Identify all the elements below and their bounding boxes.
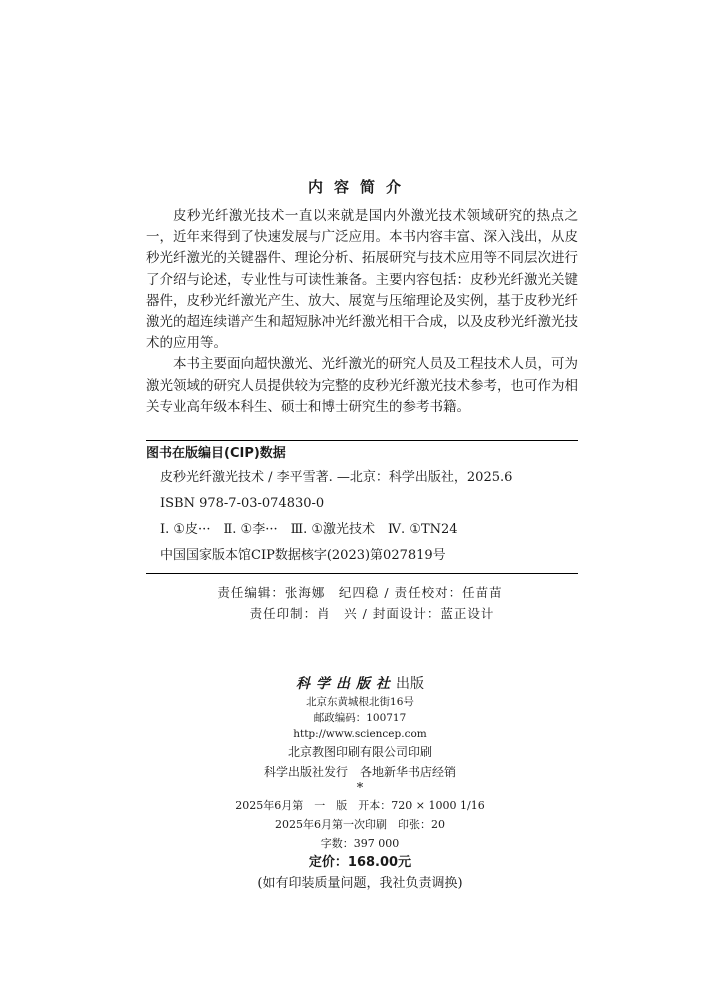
quality-note: (如有印装质量问题，我社负责调换) xyxy=(257,876,463,891)
abstract-paragraph: 皮秒光纤激光技术一直以来就是国内外激光技术领域研究的热点之一，近年来得到了快速发展与广泛应用。本书内容丰富、深入浅出，从皮秒光纤激光的关键器件、理论分析、拓展研究与技术应用等不同层次进行了介绍与论述，专业性与可读性兼备。主要内容包括：皮秒光纤激光关键器件，皮秒光纤激光产生、放大、展宽与压缩理论及实例，基于皮秒光纤激光的超连续谱产生和超短脉冲光纤激光相干合成，以及皮秒光纤激光技术的应用等。 xyxy=(146,208,578,352)
cip-line: 中国国家版本馆CIP数据核字(2023)第027819号 xyxy=(160,548,446,563)
cip-line: 皮秒光纤激光技术 / 李平雪著. —北京：科学出版社，2025.6 xyxy=(160,470,513,485)
cip-block xyxy=(146,440,578,574)
publisher-logo: 科学出版社 xyxy=(296,676,396,692)
publisher-postcode: 邮政编码：100717 xyxy=(313,712,407,724)
section-title: 内容简介 xyxy=(307,178,412,196)
wordcount-info: 字数：397 000 xyxy=(320,837,400,850)
cip-line: ISBN 978-7-03-074830-0 xyxy=(160,496,325,511)
editor-credits xyxy=(0,582,720,624)
edition-info: 2025年6月第 一 版 开本：720 × 1000 1/16 xyxy=(235,799,485,812)
publication-info xyxy=(0,674,720,895)
publisher-suffix: 出版 xyxy=(396,676,424,692)
separator-star: * xyxy=(356,781,364,796)
publisher-address: 北京东黄城根北街16号 xyxy=(306,696,414,708)
publisher-url: http://www.sciencep.com xyxy=(293,728,427,740)
printer-info: 北京教图印刷有限公司印刷 xyxy=(287,745,432,759)
cip-line: Ⅰ. ①皮··· Ⅱ. ①李··· Ⅲ. ①激光技术 Ⅳ. ①TN24 xyxy=(160,522,458,537)
printing-info: 2025年6月第一次印刷 印张：20 xyxy=(275,818,445,831)
book-abstract xyxy=(146,206,578,418)
publisher-name xyxy=(0,674,720,694)
editor-line: 责任印制：肖 兴 / 封面设计：蓝正设计 xyxy=(249,606,495,621)
distribution-info: 科学出版社发行 各地新华书店经销 xyxy=(263,765,456,779)
cip-heading: 图书在版编目(CIP)数据 xyxy=(146,446,286,461)
price-label: 定价：168.00元 xyxy=(308,855,412,870)
abstract-paragraph: 本书主要面向超快激光、光纤激光的研究人员及工程技术人员，可为激光领域的研究人员提供较为完整的皮秒光纤激光技术参考，也可作为相关专业高年级本科生、硕士和博士研究生的参考书籍。 xyxy=(146,356,578,415)
editor-line: 责任编辑：张海娜 纪四稳 / 责任校对：任苗苗 xyxy=(217,585,503,600)
